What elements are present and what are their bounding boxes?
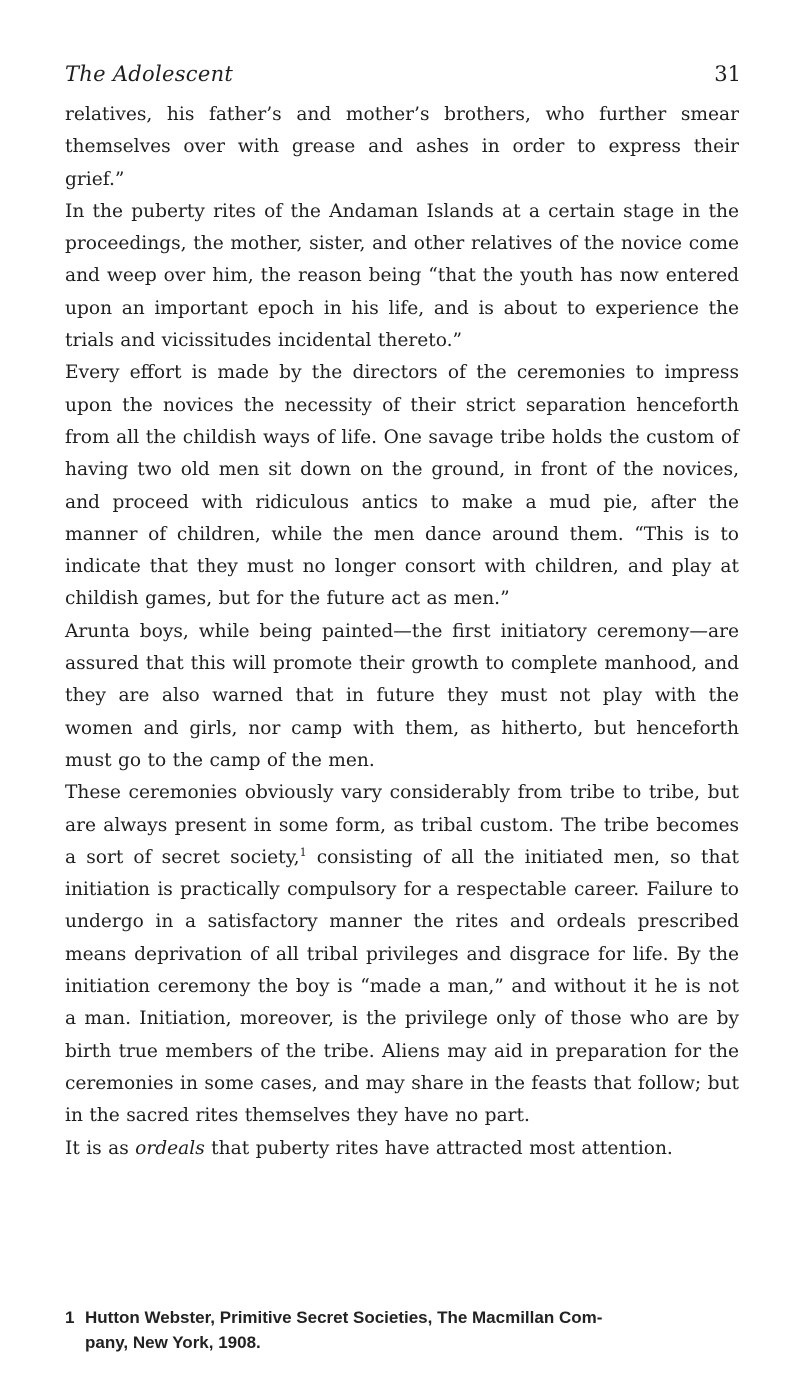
footnote-line-2: pany, New York, 1908. [85,1333,261,1352]
paragraph-1: relatives, his father’s and mother’s brothers, who further smear themselves over with grease and ashes in order to express their grief.” [65,104,739,190]
footnote-text-1: Hutton Webster, Primitive Secret Societies, The Macmillan Com- [85,1308,603,1327]
body-text [65,99,739,1165]
page-header [65,62,741,92]
paragraph-6 [65,1133,739,1165]
footnote [65,1305,739,1355]
paragraph-5-part-1: These ceremonies obviously vary considerably from tribe to tribe, but are always present in some form, as tribal custom. The tribe becomes a sort of secret society, [65,782,739,868]
footnote-line-1 [65,1305,739,1330]
emphasis-ordeals: ordeals [135,1137,205,1159]
paragraph-5-part-2: consisting of all the initiated men, so that initiation is practically compulsory for a respectable career. Failure to undergo in a satisfactory manner the rites and ordeals prescribed means deprivation of all tribal privileges and disgrace for life. By the initiation ceremony the boy is “made a man,” and without it he is not a man. Initiation, moreover, is the privilege only of those who are by birth true members of the tribe. Aliens may aid in preparation for the ceremonies in some cases, and may share in the feasts that follow; but in the sacred rites themselves they have no part. [65,846,739,1127]
paragraph-6-part-2: that puberty rites have attracted most attention. [204,1137,673,1159]
paragraph-6-part-1: It is as [65,1137,136,1159]
footnote-marker: 1 [65,1308,75,1327]
page-number: 31 [714,62,741,86]
paragraph-4: Arunta boys, while being painted—the first initiatory ceremony—are assured that this will promote their growth to complete manhood, and they are also warned that in future they must not play with the women and girls, nor camp with them, as hitherto, but henceforth must go to the camp of the men. [65,620,739,771]
paragraph-5 [65,777,739,1132]
paragraph-2: In the puberty rites of the Andaman Islands at a certain stage in the proceedings, the mother, sister, and other relatives of the novice come and weep over him, the reason being “that the youth has now entered upon an important epoch in his life, and is about to experience the trials and vicissitudes incidental thereto.” [65,200,739,352]
running-head: The Adolescent [65,62,234,86]
footnote-reference[interactable]: 1 [299,845,307,859]
paragraph-3: Every effort is made by the directors of the ceremonies to impress upon the novices the necessity of their strict separation henceforth from all the childish ways of life. One savage tribe holds the custom of having two old men sit down on the ground, in front of the novices, and proceed with ridiculous antics to make a mud pie, after the manner of children, while the men dance around them. “This is to indicate that they must no longer consort with children, and play at childish games, but for the future act as men.” [65,362,739,610]
